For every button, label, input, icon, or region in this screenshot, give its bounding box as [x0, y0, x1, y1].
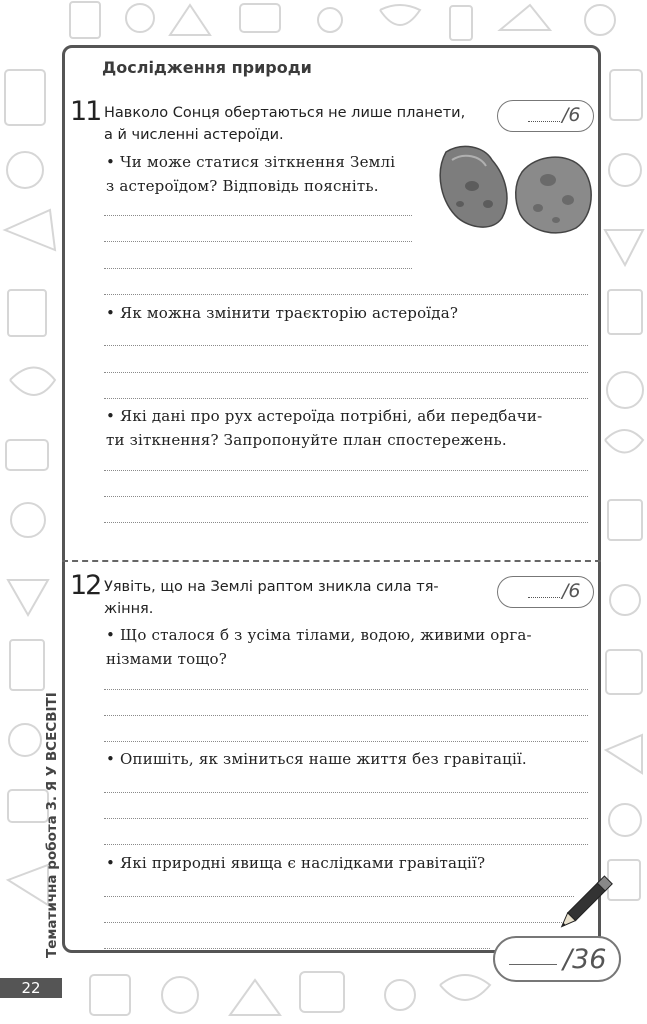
question-line: • Опишіть, як зміниться наше життя без гравітації. [106, 750, 527, 768]
question-line: • Що сталося б з усіма тілами, водою, живими орга- [106, 626, 532, 644]
question-line: • Як можна змінити траєкторію астероїда? [106, 304, 459, 322]
answer-line[interactable] [104, 372, 588, 373]
answer-line[interactable] [104, 844, 588, 845]
question [106, 851, 485, 875]
total-score-input-line[interactable] [509, 964, 557, 965]
answer-line[interactable] [104, 948, 490, 949]
answer-line[interactable] [104, 241, 412, 242]
answer-line[interactable] [104, 896, 574, 897]
answer-line[interactable] [104, 496, 588, 497]
answer-line[interactable] [104, 470, 588, 471]
question-line: ти зіткнення? Запропонуйте план спостережень. [106, 431, 507, 449]
score-max: /6 [562, 580, 581, 602]
section-title: Дослідження природи [102, 58, 312, 77]
answer-line[interactable] [104, 398, 588, 399]
side-label: Тематична робота 3. Я У ВСЕСВІТІ [44, 692, 60, 958]
score-input-line[interactable] [528, 121, 560, 122]
question [106, 747, 527, 771]
intro-line: жіння. [104, 601, 154, 617]
question-line: • Чи може статися зіткнення Землі [106, 153, 396, 171]
task-intro [104, 102, 465, 146]
task-number: 12 [70, 570, 101, 601]
answer-line[interactable] [104, 345, 588, 346]
task-number: 11 [70, 96, 101, 127]
answer-line[interactable] [104, 818, 588, 819]
pencil-icon [556, 862, 626, 934]
question [106, 301, 458, 325]
answer-line[interactable] [104, 268, 412, 269]
score-input-line[interactable] [528, 597, 560, 598]
question [106, 150, 395, 198]
answer-line[interactable] [104, 689, 588, 690]
question-line: • Які природні явища є наслідками гравітації? [106, 854, 486, 872]
answer-line[interactable] [104, 922, 564, 923]
task-intro [104, 576, 439, 620]
question [106, 623, 532, 671]
answer-line[interactable] [104, 522, 588, 523]
page-number: 22 [0, 978, 62, 998]
task-separator [62, 560, 601, 562]
intro-line: Уявіть, що на Землі раптом зникла сила тя- [104, 579, 439, 595]
answer-line[interactable] [104, 215, 412, 216]
question [106, 404, 542, 452]
total-score-max: /36 [563, 944, 607, 975]
intro-line: а й численні астероїди. [104, 127, 284, 143]
answer-line[interactable] [104, 294, 588, 295]
intro-line: Навколо Сонця обертаються не лише планети, [104, 105, 466, 121]
score-field[interactable] [497, 576, 594, 608]
asteroid-image [432, 138, 598, 238]
question-line: • Які дані про рух астероїда потрібні, аби передбачи- [106, 407, 543, 425]
answer-line[interactable] [104, 715, 588, 716]
answer-line[interactable] [104, 741, 588, 742]
answer-line[interactable] [104, 792, 588, 793]
score-field[interactable] [497, 100, 594, 132]
question-line: нізмами тощо? [106, 650, 227, 668]
question-line: з астероїдом? Відповідь поясніть. [106, 177, 379, 195]
total-score-field[interactable] [493, 936, 621, 982]
score-max: /6 [562, 104, 581, 126]
